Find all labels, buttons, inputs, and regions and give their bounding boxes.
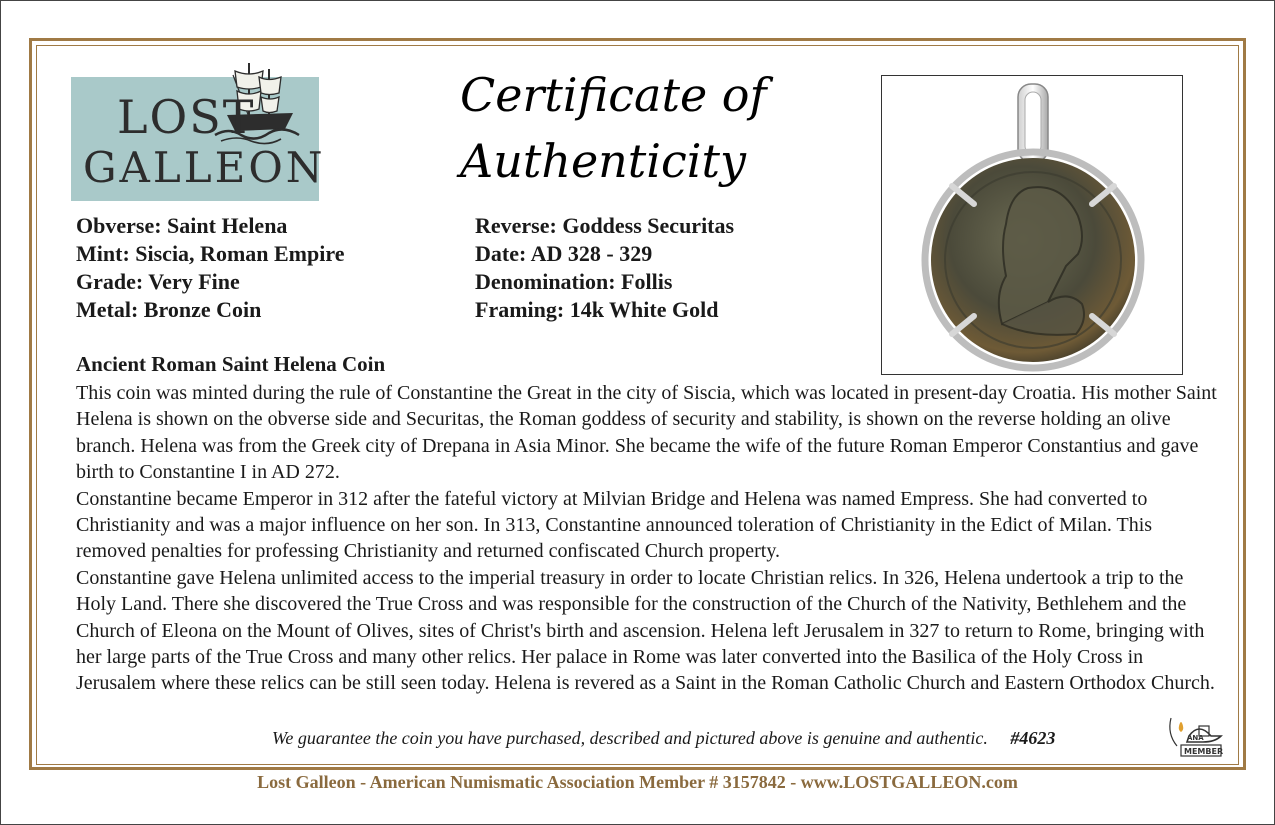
badge-text-member: MEMBER xyxy=(1184,747,1224,756)
description-heading: Ancient Roman Saint Helena Coin xyxy=(76,352,386,376)
title-line-1: Certificate of xyxy=(460,68,767,122)
spec-obverse: Obverse: Saint Helena xyxy=(76,213,288,238)
spec-grade: Grade: Very Fine xyxy=(76,269,240,294)
coin-pendant-image xyxy=(882,76,1182,374)
specs-right-column xyxy=(475,212,734,324)
title-line-2: Authenticity xyxy=(460,134,746,188)
spec-metal: Metal: Bronze Coin xyxy=(76,297,262,322)
guarantee-statement xyxy=(272,728,1055,749)
certificate-number: #4623 xyxy=(1010,728,1056,748)
description-body xyxy=(76,380,1221,697)
ana-member-badge xyxy=(1163,712,1235,760)
certificate-title xyxy=(460,62,820,194)
spec-reverse: Reverse: Goddess Securitas xyxy=(475,213,735,238)
guarantee-text: We guarantee the coin you have purchased, described and pictured above is genuine and authentic. xyxy=(272,728,988,748)
spec-denomination: Denomination: Follis xyxy=(475,269,673,294)
lost-galleon-logo xyxy=(71,55,326,201)
description-paragraph: Constantine gave Helena unlimited access to the imperial treasury in order to locate Christian relics. In 326, Helena undertook a trip to the Holy Land. There she discovered the True Cross and was responsible for the construction of the Church of the Nativity, Bethlehem and the Church of Eleona on the Mount of Olives, sites of Christ's birth and ascension. Helena left Jerusalem in 327 to return to Rome, bringing with her large parts of the True Cross and many other relics. Her palace in Rome was later converted into the Basilica of the Holy Cross in Jerusalem where these relics can be still seen today. Helena is revered as a Saint in the Roman Catholic Church and Eastern Orthodox Church. xyxy=(76,566,1215,695)
spec-mint: Mint: Siscia, Roman Empire xyxy=(76,241,345,266)
logo-text-galleon: GALLEON xyxy=(83,143,326,192)
footer-line: Lost Galleon - American Numismatic Association Member # 3157842 - www.LOSTGALLEON.com xyxy=(257,772,1018,792)
coin-photo-frame xyxy=(881,75,1183,375)
spec-date: Date: AD 328 - 329 xyxy=(475,241,653,266)
badge-text-ana: ANA xyxy=(1187,734,1204,742)
description-paragraph: This coin was minted during the rule of Constantine the Great in the city of Siscia, which was located in present-day Croatia. His mother Saint Helena is shown on the obverse side and Securitas, the Roman goddess of security and stability, is shown on the reverse holding an olive branch. Helena was from the Greek city of Drepana in Asia Minor. She became the wife of the future Roman Emperor Constantius and gave birth to Constantine I in AD 272. xyxy=(76,382,1217,484)
specs-left-column xyxy=(76,212,344,324)
spec-framing: Framing: 14k White Gold xyxy=(475,297,719,322)
logo-text-lost: LOST xyxy=(117,90,256,144)
description-paragraph: Constantine became Emperor in 312 after the fateful victory at Milvian Bridge and Helena was named Empress. She had converted to Christianity and was a major influence on her son. In 313, Constantine announced toleration of Christianity in the Edict of Milan. This removed penalties for professing Christianity and returned confiscated Church property. xyxy=(76,487,1153,563)
